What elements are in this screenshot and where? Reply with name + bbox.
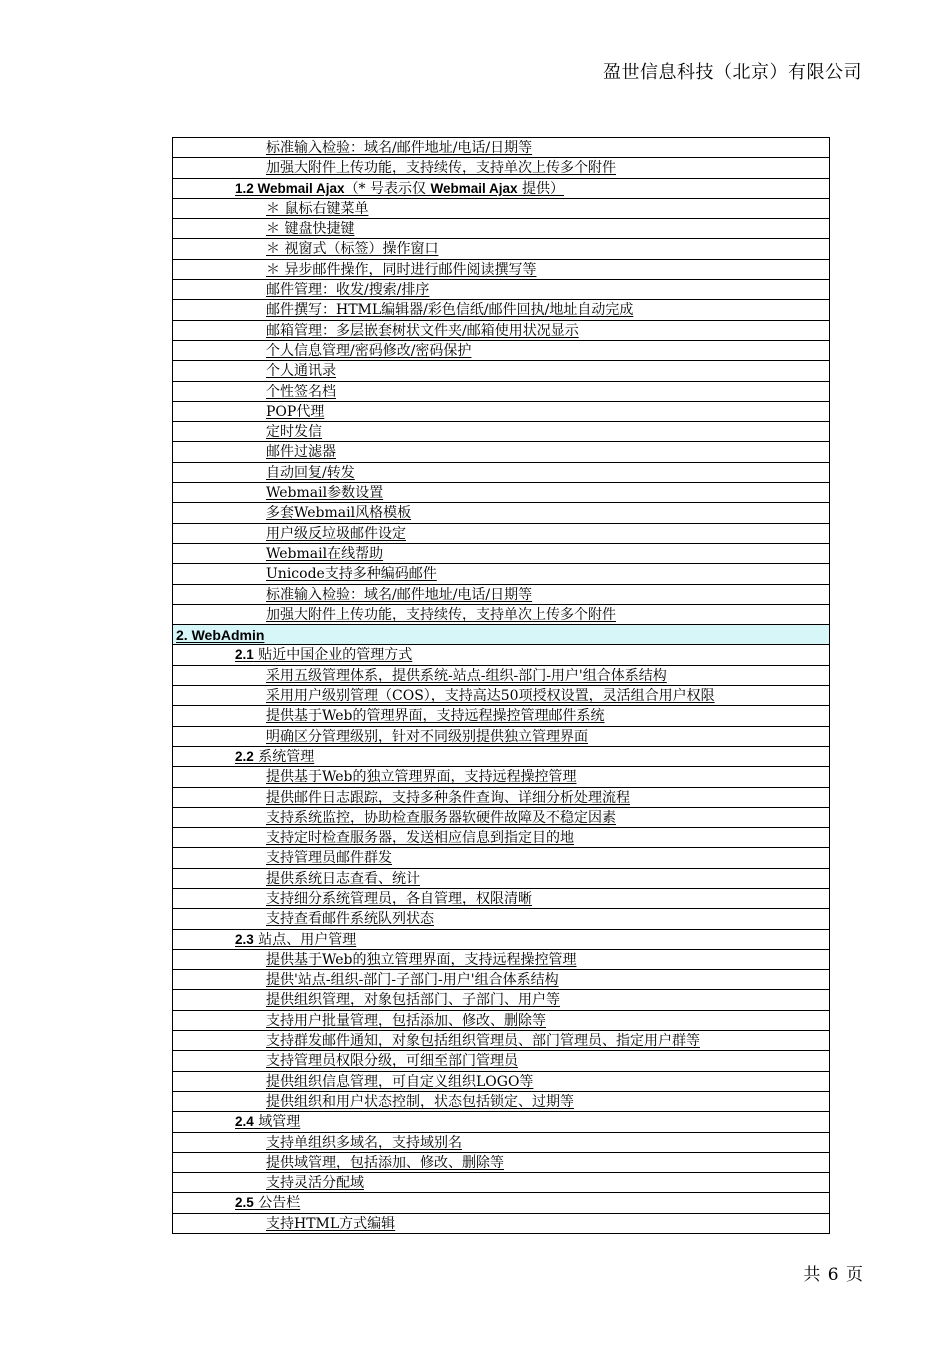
- table-row: [173, 666, 829, 686]
- feature-text: ＊ 视窗式（标签）操作窗口: [266, 241, 439, 258]
- table-row: [173, 1051, 829, 1071]
- table-row: [173, 483, 829, 503]
- feature-text: 邮件过滤器: [266, 444, 336, 461]
- table-row: [173, 686, 829, 706]
- feature-text: 提供基于Web的独立管理界面，支持远程操控管理: [266, 951, 577, 968]
- table-row: [173, 869, 829, 889]
- feature-text: 提供组织信息管理，可自定义组织LOGO等: [266, 1073, 534, 1090]
- feature-text: 提供组织和用户状态控制，状态包括锁定、过期等: [266, 1093, 574, 1110]
- feature-text: 提供系统日志查看、统计: [266, 870, 420, 887]
- table-row: [173, 990, 829, 1010]
- table-row: [173, 727, 829, 747]
- table-row: [173, 138, 829, 158]
- table-row: [173, 300, 829, 320]
- feature-text: POP代理: [266, 403, 325, 420]
- table-row: [173, 1031, 829, 1051]
- subsection-label: 贴近中国企业的管理方式: [253, 647, 413, 664]
- table-row: [173, 950, 829, 970]
- table-row: [173, 503, 829, 523]
- feature-text: 提供组织管理，对象包括部门、子部门、用户等: [266, 992, 560, 1009]
- subsection-row: [173, 645, 829, 665]
- subsection-title: [235, 645, 412, 665]
- table-row: [173, 1072, 829, 1092]
- table-row: [173, 970, 829, 990]
- feature-text: 邮箱管理：多层嵌套树状文件夹/邮箱使用状况显示: [266, 322, 579, 339]
- subsection-label: （* 号表示仅: [344, 180, 431, 197]
- table-row: [173, 788, 829, 808]
- feature-text: 提供基于Web的独立管理界面，支持远程操控管理: [266, 769, 577, 786]
- subsection-number: 2.5: [235, 1195, 254, 1211]
- subsection-row: [173, 179, 829, 199]
- feature-text: 用户级反垃圾邮件设定: [266, 525, 406, 542]
- subsection-number: 1.2 Webmail Ajax: [235, 180, 345, 196]
- table-row: [173, 706, 829, 726]
- feature-text: 自动回复/转发: [266, 464, 355, 481]
- feature-text: 多套Webmail风格模板: [266, 505, 412, 522]
- table-row: [173, 585, 829, 605]
- feature-text: 提供域管理，包括添加、修改、删除等: [266, 1154, 504, 1171]
- feature-text: 加强大附件上传功能，支持续传，支持单次上传多个附件: [266, 606, 616, 623]
- feature-text: 提供邮件日志跟踪，支持多种条件查询、详细分析处理流程: [266, 789, 630, 806]
- feature-text: 采用用户级别管理（COS），支持高达50项授权设置，灵活组合用户权限: [266, 688, 715, 705]
- subsection-label: 站点、用户管理: [253, 931, 357, 948]
- feature-text: Webmail参数设置: [266, 485, 384, 502]
- feature-text: 支持管理员邮件群发: [266, 850, 392, 867]
- feature-text: 个性签名档: [266, 383, 336, 400]
- table-row: [173, 848, 829, 868]
- subsection-note-tail: 提供）: [517, 180, 564, 197]
- feature-text: ＊ 鼠标右键菜单: [266, 200, 369, 217]
- page-count: 共 6 页: [803, 1265, 864, 1285]
- subsection-row: [173, 930, 829, 950]
- feature-text: 标准输入检验：域名/邮件地址/电话/日期等: [266, 140, 533, 156]
- table-row: [173, 1153, 829, 1173]
- feature-text: 邮件管理：收发/搜索/排序: [266, 282, 430, 299]
- feature-text: 支持HTML方式编辑: [266, 1215, 396, 1232]
- table-row: [173, 889, 829, 909]
- feature-text: 支持灵活分配域: [266, 1175, 364, 1192]
- table-row: [173, 1214, 829, 1234]
- table-row: [173, 524, 829, 544]
- table-row: [173, 767, 829, 787]
- feature-text: 支持定时检查服务器，发送相应信息到指定目的地: [266, 830, 574, 847]
- subsection-row: [173, 1112, 829, 1132]
- subsection-title: [235, 1193, 300, 1213]
- table-row: [173, 1173, 829, 1193]
- subsection-title: [235, 930, 356, 950]
- feature-text: 支持查看邮件系统队列状态: [266, 911, 434, 928]
- subsection-number: 2.2: [235, 748, 254, 764]
- table-row: [173, 1133, 829, 1153]
- section-title: 2. WebAdmin: [176, 627, 265, 644]
- subsection-title: [235, 179, 564, 199]
- feature-text: 支持系统监控，协助检查服务器软硬件故障及不稳定因素: [266, 809, 616, 826]
- subsection-label: 系统管理: [253, 748, 315, 765]
- feature-text: 支持群发邮件通知，对象包括组织管理员、部门管理员、指定用户群等: [266, 1033, 700, 1050]
- table-row: [173, 158, 829, 178]
- feature-table: [172, 137, 830, 1234]
- table-row: [173, 382, 829, 402]
- subsection-number: 2.4: [235, 1114, 254, 1130]
- subsection-row: [173, 747, 829, 767]
- table-row: [173, 422, 829, 442]
- table-row: [173, 544, 829, 564]
- subsection-label: 域管理: [253, 1114, 301, 1131]
- feature-text: Webmail在线帮助: [266, 545, 384, 562]
- subsection-number: 2.1: [235, 647, 254, 663]
- feature-text: 个人通讯录: [266, 363, 336, 380]
- table-row: [173, 564, 829, 584]
- table-row: [173, 1011, 829, 1031]
- feature-text: 支持用户批量管理，包括添加、修改、删除等: [266, 1012, 546, 1029]
- table-row: [173, 605, 829, 625]
- subsection-bold-note: Webmail Ajax: [430, 180, 518, 196]
- subsection-row: [173, 1193, 829, 1213]
- table-row: [173, 402, 829, 422]
- table-row: [173, 321, 829, 341]
- feature-text: ＊ 异步邮件操作，同时进行邮件阅读撰写等: [266, 261, 537, 278]
- feature-text: 支持细分系统管理员，各自管理，权限清晰: [266, 890, 532, 907]
- table-row: [173, 260, 829, 280]
- table-row: [173, 280, 829, 300]
- feature-text: 提供'站点-组织-部门-子部门-用户'组合体系结构: [266, 972, 559, 989]
- feature-text: 明确区分管理级别，针对不同级别提供独立管理界面: [266, 728, 588, 745]
- feature-text: 个人信息管理/密码修改/密码保护: [266, 342, 472, 359]
- table-row: [173, 219, 829, 239]
- feature-text: 定时发信: [266, 424, 322, 441]
- table-row: [173, 828, 829, 848]
- subsection-title: [235, 747, 314, 767]
- table-row: [173, 442, 829, 462]
- section-header-row: [173, 625, 829, 645]
- table-row: [173, 341, 829, 361]
- table-row: [173, 463, 829, 483]
- subsection-title: [235, 1112, 300, 1132]
- feature-text: ＊ 键盘快捷键: [266, 221, 355, 238]
- feature-text: 加强大附件上传功能，支持续传，支持单次上传多个附件: [266, 160, 616, 177]
- feature-text: 采用五级管理体系，提供系统-站点-组织-部门-用户'组合体系结构: [266, 667, 667, 684]
- table-row: [173, 808, 829, 828]
- subsection-number: 2.3: [235, 931, 254, 947]
- feature-text: 标准输入检验：域名/邮件地址/电话/日期等: [266, 586, 533, 603]
- table-row: [173, 239, 829, 259]
- feature-text: 支持管理员权限分级，可细至部门管理员: [266, 1053, 518, 1070]
- table-row: [173, 1092, 829, 1112]
- table-row: [173, 199, 829, 219]
- table-row: [173, 909, 829, 929]
- feature-text: 邮件撰写：HTML编辑器/彩色信纸/邮件回执/地址自动完成: [266, 302, 634, 319]
- feature-text: Unicode支持多种编码邮件: [266, 566, 437, 583]
- feature-text: 提供基于Web的管理界面，支持远程操控管理邮件系统: [266, 708, 605, 725]
- subsection-label: 公告栏: [253, 1195, 301, 1212]
- feature-text: 支持单组织多域名，支持域别名: [266, 1134, 462, 1151]
- company-name: 盈世信息科技（北京）有限公司: [603, 62, 862, 83]
- table-row: [173, 361, 829, 381]
